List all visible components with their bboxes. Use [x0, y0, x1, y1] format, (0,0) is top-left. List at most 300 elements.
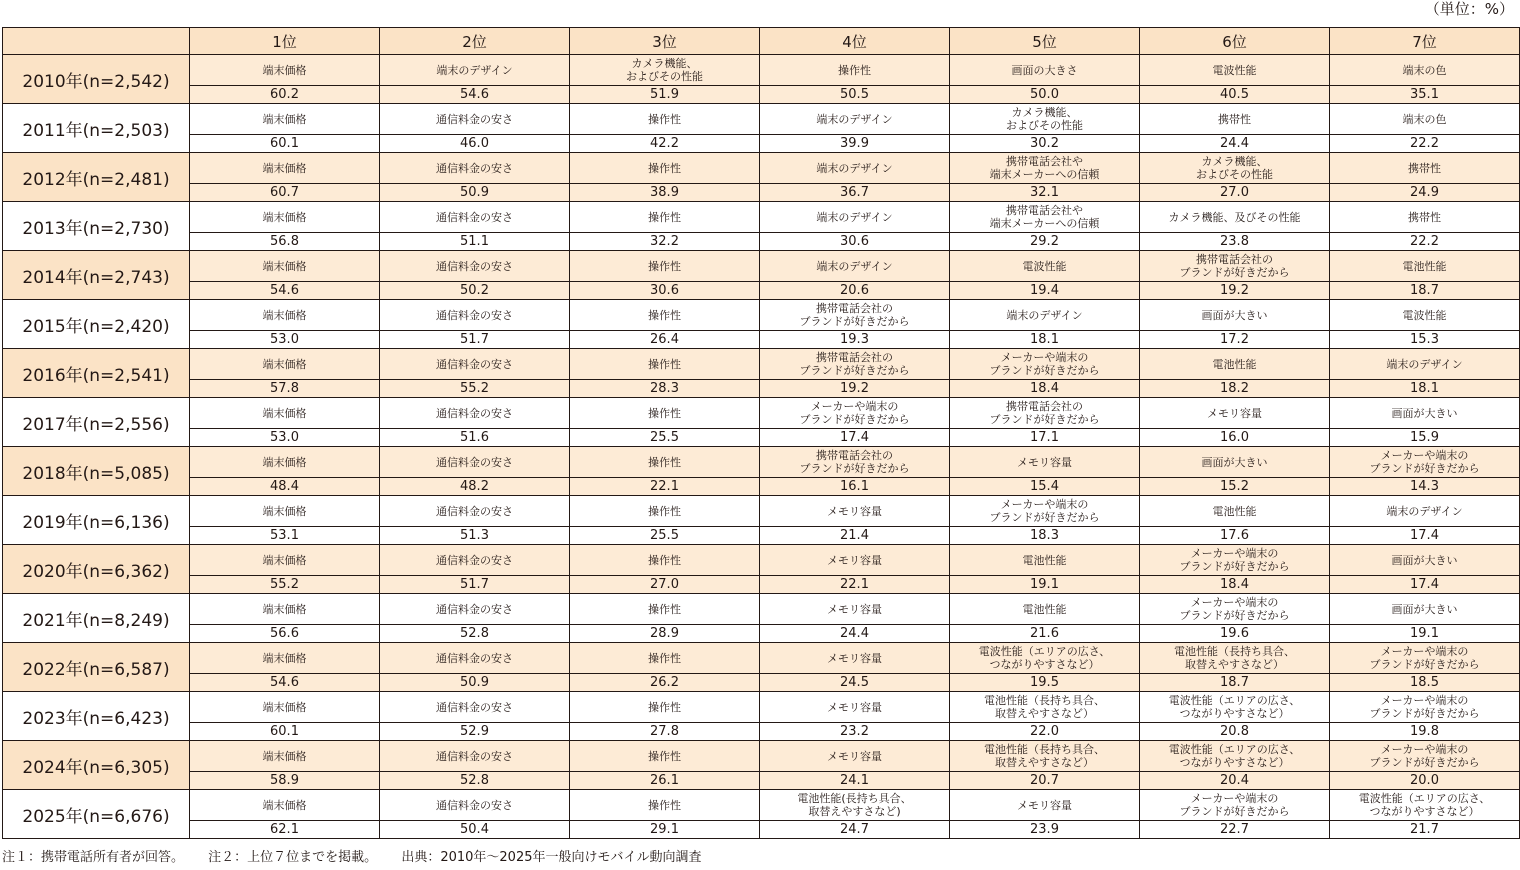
item-cell: [1140, 790, 1330, 821]
item-cell: [1140, 594, 1330, 625]
value-cell: 17.2: [1140, 331, 1330, 349]
item-cell: [380, 398, 570, 429]
item-cell: [760, 55, 950, 86]
value-cell: 17.4: [1330, 576, 1520, 594]
value-cell: 18.1: [1330, 380, 1520, 398]
value-cell: 18.7: [1140, 674, 1330, 692]
item-cell: [1330, 251, 1520, 282]
item-row: [3, 153, 1520, 184]
item-label: 端末のデザイン: [436, 63, 513, 77]
item-label: 通信料金の安さ: [436, 602, 513, 616]
item-label: 電波性能: [1212, 63, 1257, 77]
value-cell: 22.2: [1330, 135, 1520, 153]
item-label: 端末の色: [1402, 112, 1447, 126]
item-label: 通信料金の安さ: [436, 553, 513, 567]
item-cell: [380, 349, 570, 380]
value-row: [3, 331, 1520, 349]
source-note: 出典：2010年～2025年一般向けモバイル動向調査: [401, 850, 702, 865]
item-label: メーカーや端末の ブランドが好きだから: [799, 400, 910, 426]
value-cell: 14.3: [1330, 478, 1520, 496]
value-cell: 20.7: [950, 772, 1140, 790]
item-label: 操作性: [648, 161, 681, 175]
item-label: 端末価格: [262, 700, 307, 714]
year-label: 2025年(n=6,676): [3, 790, 190, 839]
value-cell: 50.9: [380, 674, 570, 692]
value-cell: 55.2: [190, 576, 380, 594]
value-cell: 19.4: [950, 282, 1140, 300]
year-label: 2024年(n=6,305): [3, 741, 190, 790]
item-cell: [1330, 692, 1520, 723]
value-row: [3, 576, 1520, 594]
item-cell: [1140, 447, 1330, 478]
value-cell: 54.6: [190, 282, 380, 300]
item-label: 画面の大きさ: [1011, 63, 1078, 77]
item-cell: [760, 202, 950, 233]
item-cell: [1330, 790, 1520, 821]
item-cell: [760, 300, 950, 331]
item-row: [3, 251, 1520, 282]
item-cell: [570, 741, 760, 772]
item-cell: [190, 55, 380, 86]
item-cell: [380, 153, 570, 184]
year-label: 2012年(n=2,481): [3, 153, 190, 202]
item-cell: [1140, 741, 1330, 772]
item-cell: [1140, 496, 1330, 527]
item-cell: [950, 594, 1140, 625]
item-cell: [190, 300, 380, 331]
value-cell: 25.5: [570, 527, 760, 545]
item-label: メーカーや端末の ブランドが好きだから: [1179, 547, 1290, 573]
value-cell: 22.0: [950, 723, 1140, 741]
value-cell: 26.2: [570, 674, 760, 692]
item-label: 携帯電話会社の ブランドが好きだから: [989, 400, 1100, 426]
value-cell: 18.5: [1330, 674, 1520, 692]
item-label: 携帯性: [1408, 210, 1441, 224]
value-cell: 30.6: [760, 233, 950, 251]
item-cell: [570, 398, 760, 429]
item-cell: [190, 594, 380, 625]
item-label: 通信料金の安さ: [436, 504, 513, 518]
value-cell: 19.5: [950, 674, 1140, 692]
item-label: カメラ機能、及びその性能: [1168, 210, 1301, 224]
value-cell: 51.6: [380, 429, 570, 447]
item-cell: [570, 594, 760, 625]
unit-label: （単位：%）: [1424, 0, 1514, 18]
item-label: 電波性能: [1402, 308, 1447, 322]
item-row: [3, 349, 1520, 380]
value-cell: 20.6: [760, 282, 950, 300]
value-cell: 48.2: [380, 478, 570, 496]
item-label: 携帯電話会社や 端末メーカーへの信頼: [989, 204, 1100, 230]
item-cell: [380, 790, 570, 821]
item-label: メーカーや端末の ブランドが好きだから: [1179, 792, 1290, 818]
item-label: 通信料金の安さ: [436, 161, 513, 175]
value-cell: 24.5: [760, 674, 950, 692]
item-label: 操作性: [648, 112, 681, 126]
value-cell: 53.0: [190, 429, 380, 447]
item-cell: [570, 104, 760, 135]
value-cell: 22.1: [570, 478, 760, 496]
item-label: メーカーや端末の ブランドが好きだから: [989, 351, 1100, 377]
item-cell: [1330, 545, 1520, 576]
item-label: 操作性: [648, 504, 681, 518]
item-cell: [190, 153, 380, 184]
item-cell: [190, 692, 380, 723]
item-row: [3, 545, 1520, 576]
item-label: 画面が大きい: [1391, 553, 1458, 567]
item-cell: [190, 643, 380, 674]
item-label: メーカーや端末の ブランドが好きだから: [1369, 743, 1480, 769]
year-label: 2018年(n=5,085): [3, 447, 190, 496]
item-cell: [1330, 398, 1520, 429]
item-label: 携帯性: [1218, 112, 1251, 126]
item-label: カメラ機能、 およびその性能: [1006, 106, 1083, 132]
item-cell: [380, 300, 570, 331]
year-label: 2017年(n=2,556): [3, 398, 190, 447]
value-cell: 50.0: [950, 86, 1140, 104]
item-cell: [950, 251, 1140, 282]
value-cell: 54.6: [190, 674, 380, 692]
item-label: 端末価格: [262, 112, 307, 126]
item-cell: [380, 496, 570, 527]
item-cell: [570, 251, 760, 282]
item-label: メーカーや端末の ブランドが好きだから: [989, 498, 1100, 524]
value-cell: 17.4: [760, 429, 950, 447]
year-label: 2019年(n=6,136): [3, 496, 190, 545]
item-cell: [1140, 643, 1330, 674]
item-cell: [1330, 202, 1520, 233]
item-cell: [570, 643, 760, 674]
value-cell: 26.4: [570, 331, 760, 349]
value-row: [3, 527, 1520, 545]
item-label: 電池性能: [1212, 357, 1257, 371]
value-row: [3, 135, 1520, 153]
item-cell: [950, 643, 1140, 674]
year-label: 2013年(n=2,730): [3, 202, 190, 251]
rank-header: 3位: [570, 28, 760, 55]
item-cell: [190, 790, 380, 821]
year-label: 2016年(n=2,541): [3, 349, 190, 398]
value-cell: 51.1: [380, 233, 570, 251]
rank-header: 5位: [950, 28, 1140, 55]
value-cell: 39.9: [760, 135, 950, 153]
item-label: 端末価格: [262, 406, 307, 420]
item-label: メモリ容量: [827, 602, 882, 616]
item-label: 通信料金の安さ: [436, 749, 513, 763]
value-cell: 22.7: [1140, 821, 1330, 839]
year-label: 2015年(n=2,420): [3, 300, 190, 349]
item-label: 電池性能（長持ち具合、 取替えやすさなど）: [984, 694, 1105, 720]
value-cell: 27.8: [570, 723, 760, 741]
item-label: 端末価格: [262, 651, 307, 665]
item-row: [3, 55, 1520, 86]
value-cell: 15.9: [1330, 429, 1520, 447]
item-label: 操作性: [648, 749, 681, 763]
item-row: [3, 104, 1520, 135]
item-label: 操作性: [838, 63, 871, 77]
value-cell: 52.8: [380, 625, 570, 643]
value-cell: 53.1: [190, 527, 380, 545]
rank-header: 6位: [1140, 28, 1330, 55]
value-cell: 62.1: [190, 821, 380, 839]
value-cell: 30.2: [950, 135, 1140, 153]
item-cell: [190, 251, 380, 282]
item-label: 操作性: [648, 798, 681, 812]
item-cell: [1330, 153, 1520, 184]
value-cell: 26.1: [570, 772, 760, 790]
item-cell: [1330, 496, 1520, 527]
value-cell: 21.6: [950, 625, 1140, 643]
item-cell: [760, 545, 950, 576]
value-cell: 19.2: [760, 380, 950, 398]
value-cell: 50.4: [380, 821, 570, 839]
value-row: [3, 282, 1520, 300]
value-cell: 32.1: [950, 184, 1140, 202]
item-label: 通信料金の安さ: [436, 651, 513, 665]
value-cell: 36.7: [760, 184, 950, 202]
value-cell: 24.7: [760, 821, 950, 839]
value-cell: 19.6: [1140, 625, 1330, 643]
item-label: 端末価格: [262, 308, 307, 322]
item-label: メモリ容量: [1207, 406, 1262, 420]
item-cell: [760, 153, 950, 184]
item-label: 通信料金の安さ: [436, 700, 513, 714]
item-label: 操作性: [648, 651, 681, 665]
item-label: 端末のデザイン: [816, 210, 893, 224]
item-label: 端末のデザイン: [816, 259, 893, 273]
item-cell: [1330, 104, 1520, 135]
value-cell: 16.0: [1140, 429, 1330, 447]
value-cell: 29.1: [570, 821, 760, 839]
year-label: 2011年(n=2,503): [3, 104, 190, 153]
value-cell: 60.1: [190, 135, 380, 153]
item-cell: [190, 545, 380, 576]
item-cell: [380, 104, 570, 135]
item-cell: [1140, 55, 1330, 86]
item-label: 操作性: [648, 455, 681, 469]
item-cell: [760, 692, 950, 723]
item-label: メモリ容量: [827, 749, 882, 763]
item-label: 端末価格: [262, 798, 307, 812]
item-label: 通信料金の安さ: [436, 308, 513, 322]
header-corner-cell: [3, 28, 190, 55]
item-label: 携帯電話会社の ブランドが好きだから: [799, 302, 910, 328]
value-cell: 24.1: [760, 772, 950, 790]
value-cell: 29.2: [950, 233, 1140, 251]
item-label: 電波性能（エリアの広さ、 つながりやすさなど）: [1358, 792, 1491, 818]
item-label: メーカーや端末の ブランドが好きだから: [1369, 449, 1480, 475]
value-cell: 51.7: [380, 331, 570, 349]
item-label: 操作性: [648, 308, 681, 322]
item-label: 画面が大きい: [1201, 455, 1268, 469]
item-cell: [380, 545, 570, 576]
value-cell: 52.9: [380, 723, 570, 741]
item-cell: [380, 202, 570, 233]
value-cell: 27.0: [1140, 184, 1330, 202]
item-label: メモリ容量: [1017, 798, 1072, 812]
value-cell: 18.1: [950, 331, 1140, 349]
value-cell: 23.2: [760, 723, 950, 741]
item-label: 電池性能（長持ち具合、 取替えやすさなど）: [1174, 645, 1295, 671]
item-cell: [950, 398, 1140, 429]
item-cell: [570, 55, 760, 86]
rank-header: 4位: [760, 28, 950, 55]
item-cell: [950, 741, 1140, 772]
value-cell: 60.1: [190, 723, 380, 741]
item-label: メモリ容量: [1017, 455, 1072, 469]
item-row: [3, 447, 1520, 478]
value-row: [3, 723, 1520, 741]
value-cell: 50.2: [380, 282, 570, 300]
item-cell: [1140, 300, 1330, 331]
item-cell: [950, 349, 1140, 380]
item-row: [3, 741, 1520, 772]
item-cell: [950, 153, 1140, 184]
item-label: 操作性: [648, 700, 681, 714]
item-cell: [760, 398, 950, 429]
item-cell: [570, 692, 760, 723]
item-cell: [570, 790, 760, 821]
value-cell: 32.2: [570, 233, 760, 251]
item-row: [3, 594, 1520, 625]
item-cell: [190, 447, 380, 478]
item-cell: [380, 741, 570, 772]
value-cell: 18.2: [1140, 380, 1330, 398]
value-cell: 40.5: [1140, 86, 1330, 104]
item-label: メーカーや端末の ブランドが好きだから: [1369, 694, 1480, 720]
value-row: [3, 674, 1520, 692]
value-cell: 23.9: [950, 821, 1140, 839]
rank-header: 7位: [1330, 28, 1520, 55]
item-cell: [1330, 594, 1520, 625]
value-row: [3, 429, 1520, 447]
value-cell: 56.8: [190, 233, 380, 251]
item-cell: [190, 104, 380, 135]
item-cell: [760, 447, 950, 478]
value-cell: 20.0: [1330, 772, 1520, 790]
item-cell: [1330, 349, 1520, 380]
value-cell: 19.1: [1330, 625, 1520, 643]
value-cell: 30.6: [570, 282, 760, 300]
item-cell: [950, 55, 1140, 86]
item-label: 通信料金の安さ: [436, 210, 513, 224]
value-row: [3, 86, 1520, 104]
item-cell: [760, 790, 950, 821]
value-cell: 52.8: [380, 772, 570, 790]
value-cell: 19.8: [1330, 723, 1520, 741]
item-label: 端末のデザイン: [1386, 357, 1463, 371]
item-label: 操作性: [648, 210, 681, 224]
item-label: 端末のデザイン: [816, 161, 893, 175]
value-cell: 42.2: [570, 135, 760, 153]
year-label: 2023年(n=6,423): [3, 692, 190, 741]
item-cell: [570, 349, 760, 380]
item-cell: [950, 496, 1140, 527]
year-label: 2020年(n=6,362): [3, 545, 190, 594]
item-cell: [1140, 104, 1330, 135]
item-label: 通信料金の安さ: [436, 112, 513, 126]
year-label: 2021年(n=8,249): [3, 594, 190, 643]
item-label: 端末のデザイン: [1386, 504, 1463, 518]
item-row: [3, 398, 1520, 429]
item-cell: [380, 643, 570, 674]
item-label: 端末価格: [262, 357, 307, 371]
item-label: 画面が大きい: [1201, 308, 1268, 322]
value-cell: 25.5: [570, 429, 760, 447]
value-cell: 23.8: [1140, 233, 1330, 251]
item-label: 携帯性: [1408, 161, 1441, 175]
value-cell: 18.3: [950, 527, 1140, 545]
item-label: 通信料金の安さ: [436, 455, 513, 469]
value-cell: 51.7: [380, 576, 570, 594]
item-cell: [950, 692, 1140, 723]
item-cell: [950, 790, 1140, 821]
item-row: [3, 496, 1520, 527]
item-cell: [1140, 398, 1330, 429]
item-cell: [190, 741, 380, 772]
value-row: [3, 625, 1520, 643]
item-row: [3, 300, 1520, 331]
item-label: 電波性能: [1022, 259, 1067, 273]
item-label: 端末価格: [262, 504, 307, 518]
item-cell: [570, 202, 760, 233]
item-cell: [190, 349, 380, 380]
item-label: 電池性能: [1212, 504, 1257, 518]
value-row: [3, 184, 1520, 202]
item-label: メモリ容量: [827, 651, 882, 665]
item-cell: [760, 741, 950, 772]
item-cell: [760, 643, 950, 674]
value-cell: 35.1: [1330, 86, 1520, 104]
item-cell: [950, 447, 1140, 478]
value-cell: 17.6: [1140, 527, 1330, 545]
item-label: 携帯電話会社の ブランドが好きだから: [1179, 253, 1290, 279]
value-cell: 21.4: [760, 527, 950, 545]
item-cell: [950, 300, 1140, 331]
item-label: 端末のデザイン: [816, 112, 893, 126]
year-label: 2022年(n=6,587): [3, 643, 190, 692]
value-cell: 56.6: [190, 625, 380, 643]
item-cell: [1330, 447, 1520, 478]
item-label: カメラ機能、 およびその性能: [626, 57, 703, 83]
item-cell: [1140, 251, 1330, 282]
item-label: 端末価格: [262, 553, 307, 567]
value-cell: 17.4: [1330, 527, 1520, 545]
footnote: 注２：上位７位までを掲載。: [208, 850, 378, 865]
item-cell: [1330, 741, 1520, 772]
item-label: 電波性能（エリアの広さ、 つながりやすさなど）: [1168, 694, 1301, 720]
value-cell: 51.9: [570, 86, 760, 104]
value-cell: 15.2: [1140, 478, 1330, 496]
value-cell: 18.4: [1140, 576, 1330, 594]
item-label: 操作性: [648, 357, 681, 371]
value-cell: 60.2: [190, 86, 380, 104]
value-cell: 18.4: [950, 380, 1140, 398]
value-cell: 46.0: [380, 135, 570, 153]
table-body: [3, 55, 1520, 839]
item-label: 端末価格: [262, 455, 307, 469]
item-label: 電池性能(長持ち具合、 取替えやすさなど): [797, 792, 912, 818]
item-cell: [1330, 55, 1520, 86]
item-cell: [1140, 349, 1330, 380]
item-label: 端末価格: [262, 161, 307, 175]
item-cell: [570, 545, 760, 576]
value-cell: 57.8: [190, 380, 380, 398]
item-cell: [760, 496, 950, 527]
value-cell: 20.8: [1140, 723, 1330, 741]
value-cell: 51.3: [380, 527, 570, 545]
value-cell: 22.1: [760, 576, 950, 594]
